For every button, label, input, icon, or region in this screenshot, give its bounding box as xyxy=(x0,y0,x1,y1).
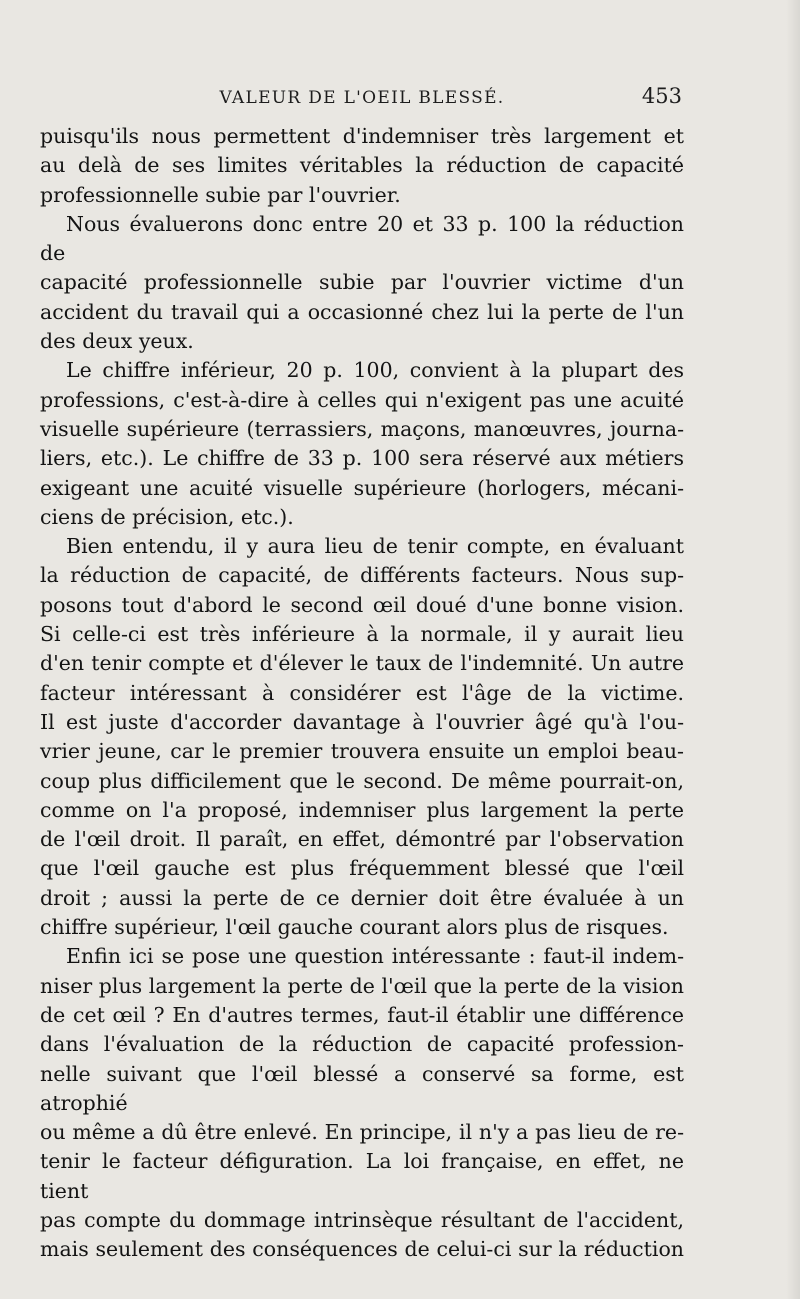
text-line: des deux yeux. xyxy=(40,329,194,354)
text-line: ciens de précision, etc.). xyxy=(40,504,294,529)
text-line: professionnelle subie par l'ouvrier. xyxy=(40,182,401,207)
text-line: droit ; aussi la perte de ce dernier doit être évaluée à un xyxy=(40,885,684,910)
text-line: d'en tenir compte et d'élever le taux de l'indemnité. Un autre xyxy=(40,651,684,676)
text-line: niser plus largement la perte de l'œil que la perte de la vision xyxy=(40,973,684,998)
text-line: coup plus difficilement que le second. De même pourrait-on, xyxy=(40,768,684,793)
page-header xyxy=(40,84,684,114)
text-line: chiffre supérieur, l'œil gauche courant alors plus de risques. xyxy=(40,915,669,940)
text-line: professions, c'est-à-dire à celles qui n'exigent pas une acuité xyxy=(40,387,684,412)
text-line: capacité professionnelle subie par l'ouvrier victime d'un xyxy=(40,270,684,295)
page-number: 453 xyxy=(641,84,682,108)
text-line: Enfin ici se pose une question intéressante : faut-il indem- xyxy=(66,944,684,969)
text-line: nelle suivant que l'œil blessé a conservé sa forme, est atrophié xyxy=(40,1061,684,1115)
text-line: Si celle-ci est très inférieure à la normale, il y aurait lieu xyxy=(40,622,684,647)
text-line: posons tout d'abord le second œil doué d'une bonne vision. xyxy=(40,592,684,617)
body-text xyxy=(40,122,684,1265)
text-line: de l'œil droit. Il paraît, en effet, démontré par l'observation xyxy=(40,827,684,852)
text-line: que l'œil gauche est plus fréquemment blessé que l'œil xyxy=(40,856,684,881)
text-line: pas compte du dommage intrinsèque résultant de l'accident, xyxy=(40,1207,684,1232)
text-line: Nous évaluerons donc entre 20 et 33 p. 100 la réduction de xyxy=(40,211,684,266)
running-title: VALEUR DE L'OEIL BLESSÉ. xyxy=(219,88,505,108)
text-line: de cet œil ? En d'autres termes, faut-il établir une différence xyxy=(40,1002,684,1027)
text-line: Le chiffre inférieur, 20 p. 100, convient à la plupart des xyxy=(66,358,684,383)
text-line: accident du travail qui a occasionné chez lui la perte de l'un xyxy=(40,299,684,324)
text-line: la réduction de capacité, de différents facteurs. Nous sup- xyxy=(40,563,684,588)
text-line: Bien entendu, il y aura lieu de tenir compte, en évaluant xyxy=(66,534,684,559)
text-line: Il est juste d'accorder davantage à l'ouvrier âgé qu'à l'ou- xyxy=(40,709,684,734)
text-line: comme on l'a proposé, indemniser plus largement la perte xyxy=(40,797,684,822)
text-line: au delà de ses limites véritables la réduction de capacité xyxy=(40,153,684,178)
text-line: facteur intéressant à considérer est l'âge de la victime. xyxy=(40,680,684,705)
text-line: liers, etc.). Le chiffre de 33 p. 100 sera réservé aux métiers xyxy=(40,446,684,471)
scan-edge-shadow xyxy=(786,0,800,1299)
text-line: tenir le facteur défiguration. La loi française, en effet, ne tient xyxy=(40,1149,684,1203)
text-line: visuelle supérieure (terrassiers, maçons, manœuvres, journa- xyxy=(40,416,684,441)
text-line: exigeant une acuité visuelle supérieure (horlogers, mécani- xyxy=(40,475,684,500)
text-line: ou même a dû être enlevé. En principe, il n'y a pas lieu de re- xyxy=(40,1120,684,1145)
text-line: puisqu'ils nous permettent d'indemniser très largement et xyxy=(40,124,684,148)
text-line: dans l'évaluation de la réduction de capacité profession- xyxy=(40,1032,684,1057)
text-line: mais seulement des conséquences de celui-ci sur la réduction xyxy=(40,1237,684,1262)
text-line: vrier jeune, car le premier trouvera ensuite un emploi beau- xyxy=(40,739,684,764)
